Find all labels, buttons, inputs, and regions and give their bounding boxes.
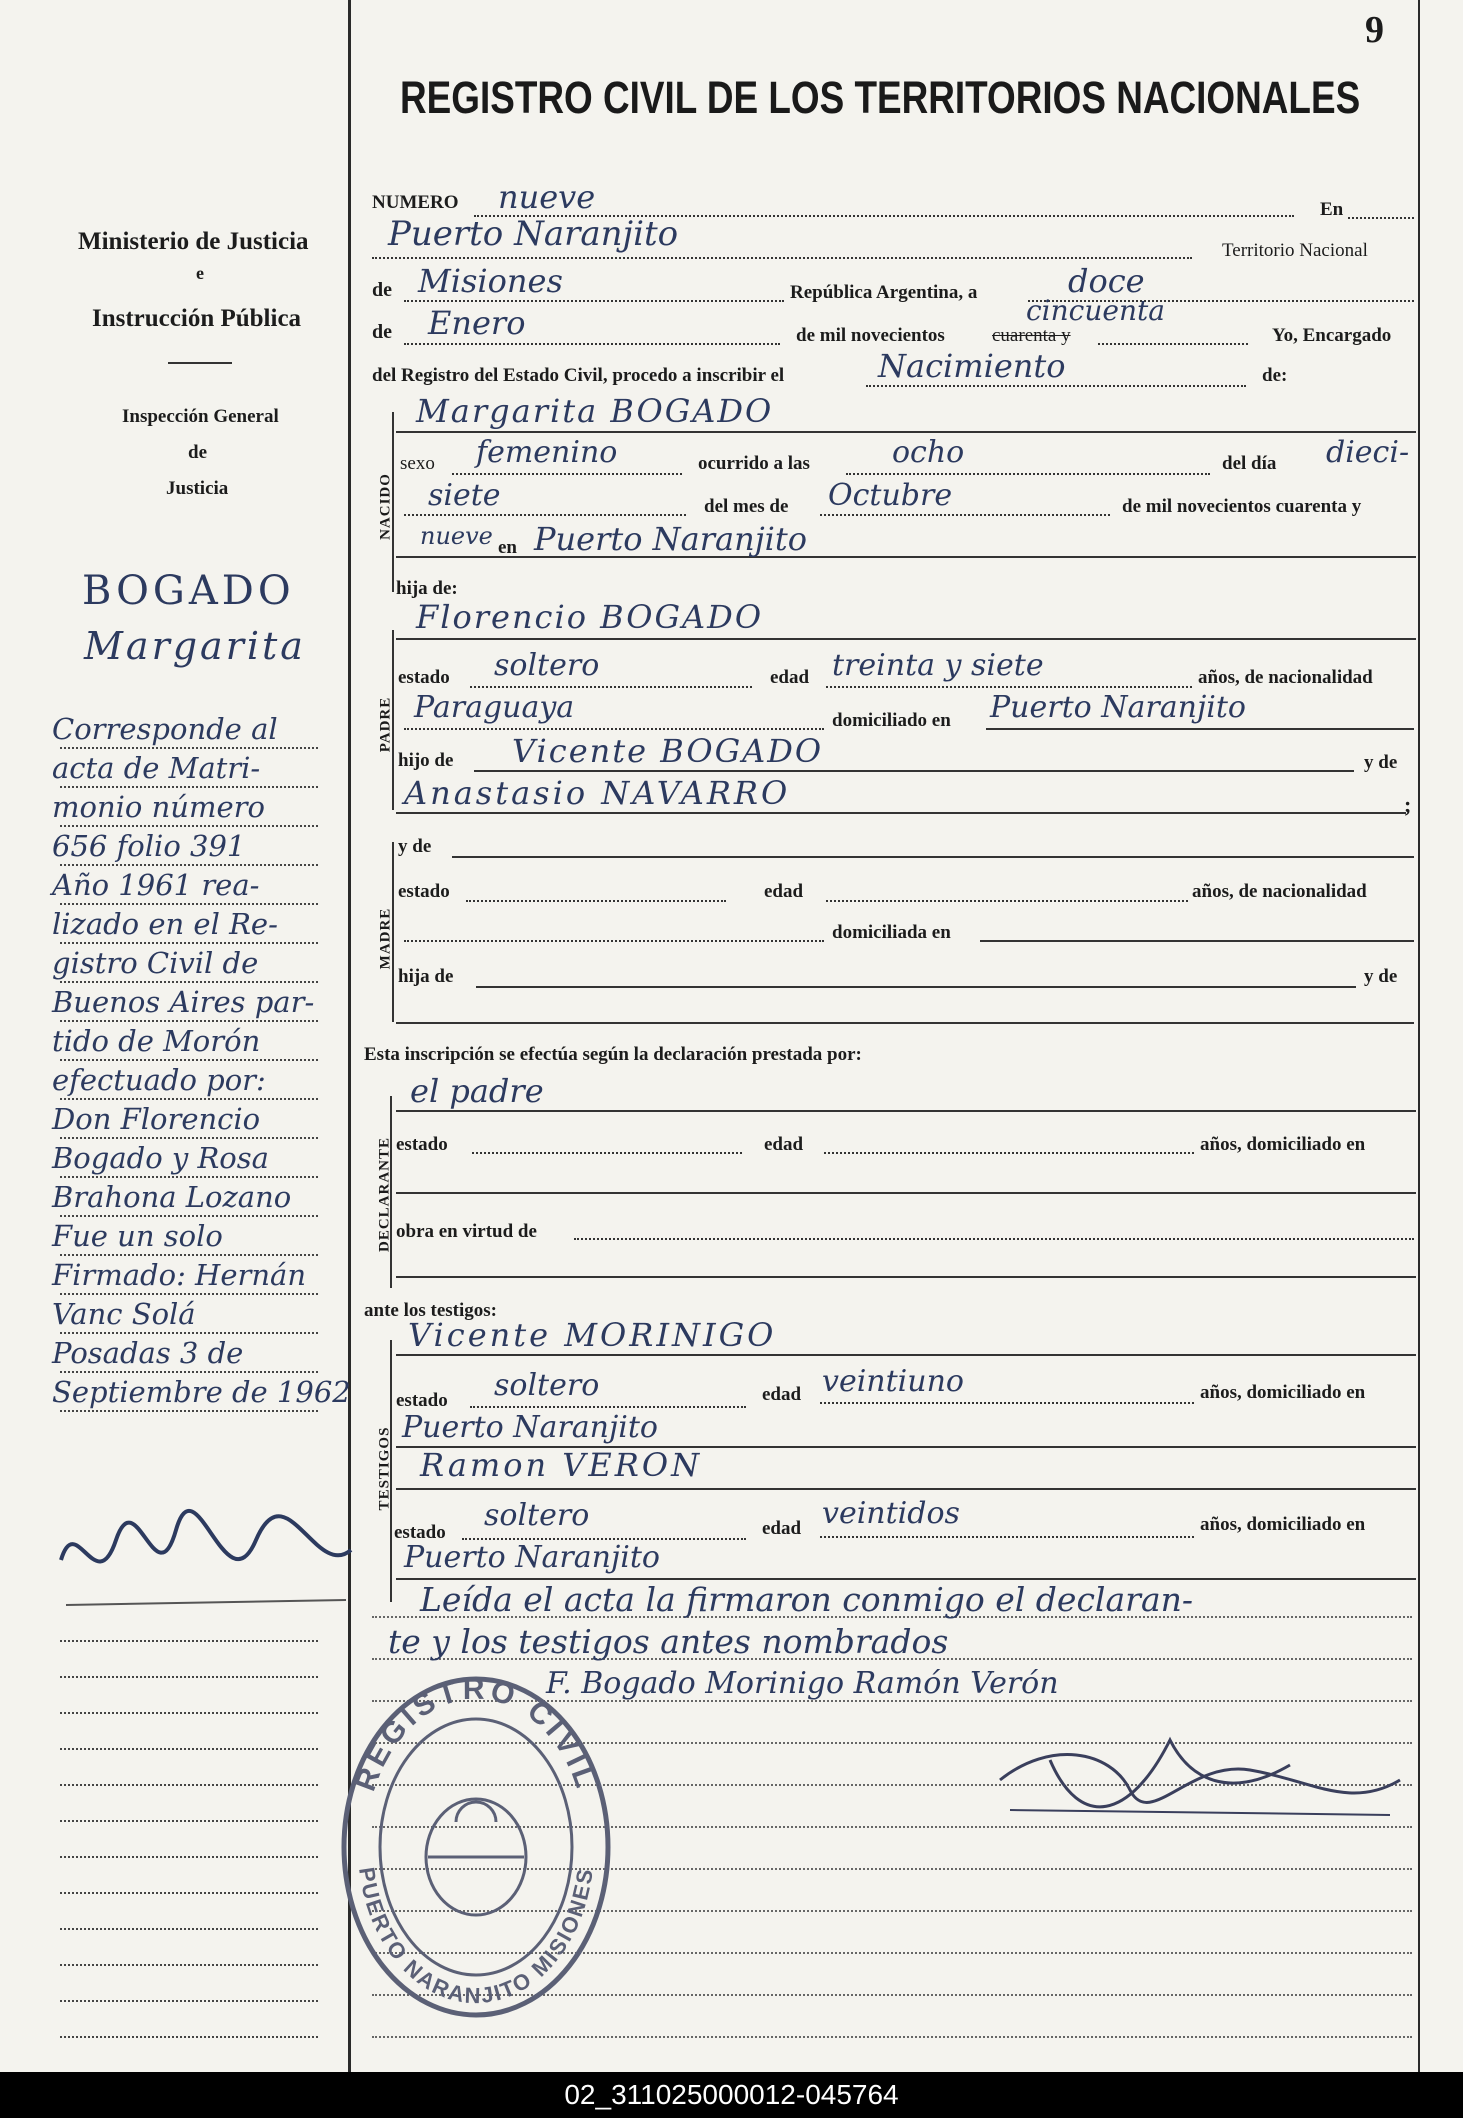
- margin-blank-rule: [60, 1712, 318, 1714]
- madre-padre-line: [476, 986, 1356, 988]
- padre-anos-label: años, de nacionalidad: [1198, 667, 1373, 688]
- margin-surname: BOGADO: [82, 568, 295, 614]
- testigo2-estado-value: soltero: [484, 1498, 590, 1533]
- testigo1-estado-line: [470, 1406, 746, 1408]
- margin-note-line: Posadas 3 de: [52, 1336, 244, 1370]
- padre-side-label: PADRE: [377, 696, 394, 753]
- margin-note-rule: [60, 1098, 318, 1100]
- image-id-footer: 02_311025000012-045764: [0, 2072, 1463, 2118]
- margin-blank-rule: [60, 1640, 318, 1642]
- margin-note-line: Don Florencio: [52, 1102, 261, 1136]
- en-line: [1348, 217, 1414, 219]
- madre-anos-label: años, de nacionalidad: [1192, 881, 1367, 902]
- testigo1-line: [396, 1354, 1416, 1356]
- padre-nac-line: [404, 728, 824, 730]
- margin-note-rule: [60, 1410, 318, 1412]
- declarante-anos-label: años, domiciliado en: [1200, 1134, 1366, 1155]
- margin-note-rule: [60, 1254, 318, 1256]
- margin-note-rule: [60, 981, 318, 983]
- declarante-edad-label: edad: [764, 1134, 804, 1155]
- madre-edad-label: edad: [764, 881, 804, 902]
- margin-note-rule: [60, 1020, 318, 1022]
- dia-value: doce: [1068, 262, 1145, 300]
- mes-line: [404, 343, 780, 345]
- margin-note-line: Firmado: Hernán: [52, 1258, 307, 1292]
- testigos-side-label: TESTIGOS: [376, 1426, 393, 1511]
- closing-line-2: te y los testigos antes nombrados: [388, 1622, 949, 1661]
- en-label: En: [1320, 199, 1344, 220]
- yo-encargado-label: Yo, Encargado: [1272, 325, 1392, 346]
- padre-estado-line: [470, 686, 752, 688]
- madre-side-label: MADRE: [377, 907, 394, 970]
- margin-note-line: acta de Matri-: [52, 751, 261, 785]
- ocurrido-label: ocurrido a las: [698, 453, 810, 474]
- ministry-line6: Justicia: [166, 478, 229, 499]
- dia-nac-2: siete: [428, 478, 501, 513]
- nacido-name: Margarita BOGADO: [416, 392, 774, 430]
- testigo1-dom-value: Puerto Naranjito: [402, 1410, 658, 1445]
- testigo1-estado-value: soltero: [494, 1368, 600, 1403]
- padre-dom-label: domiciliado en: [832, 710, 951, 731]
- obra-label: obra en virtud de: [396, 1221, 537, 1242]
- madre-y-de2-label: y de: [1364, 966, 1398, 987]
- abuela-value: Anastasio NAVARRO: [404, 774, 791, 812]
- padre-estado-value: soltero: [494, 648, 600, 683]
- margin-blank-rule: [60, 1784, 318, 1786]
- margin-note-line: 656 folio 391: [52, 829, 246, 863]
- margin-note-line: Fue un solo: [52, 1219, 223, 1253]
- madre-hija-de-label: hija de: [398, 966, 454, 987]
- hija-de-label: hija de:: [396, 578, 458, 599]
- madre-y-de-label: y de: [398, 836, 432, 857]
- declarante-line: [396, 1110, 1416, 1112]
- testigo2-line: [396, 1488, 1416, 1490]
- margin-note-rule: [60, 1215, 318, 1217]
- padre-semicolon: ;: [1404, 792, 1412, 817]
- ministry-divider: [168, 362, 232, 364]
- numero-value: nueve: [498, 178, 596, 216]
- padre-hijo-de-label: hijo de: [398, 750, 454, 771]
- anio-line: [1098, 343, 1248, 345]
- madre-dom-label: domiciliada en: [832, 922, 951, 943]
- closing-line-1: Leída el acta la firmaron conmigo el declaran-: [420, 1580, 1194, 1619]
- margin-note-line: efectuado por:: [52, 1063, 266, 1097]
- official-stamp: [336, 1672, 616, 2022]
- del-dia-label: del día: [1222, 453, 1277, 474]
- declarante-dom-line: [396, 1192, 1416, 1194]
- testigo2-anos-label: años, domiciliado en: [1200, 1514, 1366, 1535]
- testigos-label: ante los testigos:: [364, 1300, 497, 1321]
- margin-note-rule: [60, 786, 318, 788]
- stamp-bottom-text: PUERTO NARANJITO MISIONES: [354, 1865, 598, 2009]
- madre-name-line: [452, 856, 1414, 858]
- margin-note-line: Brahona Lozano: [52, 1180, 292, 1214]
- declarante-estado-label: estado: [396, 1134, 448, 1155]
- de-colon-label: de:: [1262, 365, 1288, 386]
- margin-blank-rule: [60, 1820, 318, 1822]
- testigo2-edad-label: edad: [762, 1518, 802, 1539]
- right-frame-line: [1418, 0, 1420, 2072]
- margin-note-line: Bogado y Rosa: [52, 1141, 269, 1175]
- margin-note-line: gistro Civil de: [52, 946, 259, 980]
- madre-estado-label: estado: [398, 881, 450, 902]
- margin-note-line: lizado en el Re-: [52, 907, 278, 941]
- nacido-name-line: [396, 431, 1416, 433]
- numero-label: NUMERO: [372, 192, 459, 213]
- territorio-line: [404, 300, 784, 302]
- testigo2-name: Ramon VERON: [420, 1446, 703, 1484]
- padre-edad-label: edad: [770, 667, 810, 688]
- testigo1-anos-label: años, domiciliado en: [1200, 1382, 1366, 1403]
- margin-blank-rule: [60, 1964, 318, 1966]
- testigo2-edad-line: [820, 1536, 1194, 1538]
- de-mil-cuarenta-label: de mil novecientos cuarenta y: [1122, 496, 1362, 517]
- testigo2-dom-value: Puerto Naranjito: [404, 1540, 660, 1575]
- territorio-value: Misiones: [418, 262, 563, 300]
- del-registro-label: del Registro del Estado Civil, procedo a inscribir el: [372, 365, 785, 386]
- sexo-label: sexo: [400, 453, 435, 474]
- margin-note-line: Buenos Aires par-: [52, 985, 315, 1019]
- margin-note-line: monio número: [52, 790, 265, 824]
- declarante-side-label: DECLARANTE: [376, 1137, 393, 1253]
- margin-note-rule: [60, 747, 318, 749]
- margin-note-rule: [60, 1332, 318, 1334]
- testigo1-name: Vicente MORINIGO: [408, 1316, 777, 1354]
- margin-note-rule: [60, 1293, 318, 1295]
- margin-note-rule: [60, 1371, 318, 1373]
- ministry-line3: Instrucción Pública: [92, 305, 302, 332]
- declarante-edad-line: [824, 1152, 1194, 1154]
- margin-note-rule: [60, 903, 318, 905]
- lugar-nac-value: Puerto Naranjito: [534, 520, 808, 558]
- testigo2-edad-value: veintidos: [822, 1496, 960, 1531]
- mes-value: Enero: [428, 304, 526, 342]
- inscripcion-label: Esta inscripción se efectúa según la declaración prestada por:: [364, 1044, 862, 1065]
- margin-note-line: tido de Morón: [52, 1024, 261, 1058]
- madre-madre-line: [396, 1022, 1414, 1024]
- territorio-label: Territorio Nacional: [1222, 240, 1368, 261]
- republica-label: República Argentina, a: [790, 282, 978, 303]
- ministry-line1: Ministerio de Justicia: [78, 228, 309, 255]
- svg-text:REGISTRO CIVIL: [349, 1673, 603, 1795]
- hora-value: ocho: [892, 435, 965, 470]
- padre-name: Florencio BOGADO: [416, 598, 764, 636]
- margin-blank-rule: [60, 1892, 318, 1894]
- ministry-line2: e: [196, 263, 204, 283]
- ministry-line4: Inspección General: [122, 406, 279, 427]
- padre-dom-value: Puerto Naranjito: [990, 690, 1246, 725]
- nacido-side-label: NACIDO: [377, 473, 394, 540]
- padre-estado-label: estado: [398, 667, 450, 688]
- lugar-value: Puerto Naranjito: [388, 214, 679, 254]
- obra-line-2: [396, 1276, 1416, 1278]
- de-mil-label: de mil novecientos: [796, 325, 945, 346]
- madre-edad-line: [826, 900, 1188, 902]
- stamp-top-text: REGISTRO CIVIL: [348, 1672, 604, 1796]
- margin-note-rule: [60, 1137, 318, 1139]
- abuelo-value: Vicente BOGADO: [512, 732, 824, 770]
- margin-blank-rule: [60, 1856, 318, 1858]
- mes-nac-value: Octubre: [828, 478, 953, 513]
- margin-note-line: Septiembre de 1962: [52, 1375, 351, 1409]
- margin-blank-rule: [60, 2036, 318, 2038]
- margin-blank-rule: [60, 1748, 318, 1750]
- de-label-2: de: [372, 321, 392, 343]
- declarante-value: el padre: [410, 1072, 544, 1110]
- page-number: 9: [1365, 9, 1384, 51]
- padre-name-line: [396, 638, 1416, 640]
- closing-rule: [372, 2036, 1412, 2038]
- padre-edad-value: treinta y siete: [832, 648, 1044, 683]
- svg-text:PUERTO NARANJITO MISIONES: [354, 1866, 598, 2009]
- testigo1-estado-label: estado: [396, 1390, 448, 1411]
- madre-nac-line: [404, 940, 824, 942]
- padre-edad-line: [826, 686, 1192, 688]
- ministry-line5: de: [188, 442, 207, 463]
- padre-nac-value: Paraguaya: [414, 690, 575, 725]
- testigo2-estado-label: estado: [394, 1522, 446, 1543]
- margin-note-line: Año 1961 rea-: [52, 868, 260, 902]
- lugar-line: [372, 257, 1192, 259]
- testigo1-edad-label: edad: [762, 1384, 802, 1405]
- en-nac-label: en: [498, 537, 517, 558]
- mes-nac-line: [820, 514, 1110, 516]
- testigo1-edad-line: [820, 1402, 1194, 1404]
- margin-note-rule: [60, 1176, 318, 1178]
- anio-value: cincuenta: [1026, 294, 1165, 327]
- sexo-value: femenino: [476, 435, 618, 470]
- abuela-line: [396, 812, 1406, 814]
- madre-dom-line: [980, 940, 1414, 942]
- padre-dom-line: [986, 728, 1414, 730]
- sexo-line: [452, 473, 682, 475]
- acto-value: Nacimiento: [878, 347, 1066, 385]
- hora-line: [846, 473, 1210, 475]
- dia-nac-1: dieci-: [1326, 435, 1410, 470]
- testigo1-edad-value: veintiuno: [822, 1364, 964, 1399]
- madre-estado-line: [466, 900, 726, 902]
- margin-blank-rule: [60, 1676, 318, 1678]
- acto-line: [866, 385, 1246, 387]
- dia-nac-line: [404, 514, 686, 516]
- margin-note-line: Corresponde al: [52, 712, 278, 746]
- margin-blank-rule: [60, 2000, 318, 2002]
- registrar-signature: [990, 1720, 1410, 1830]
- de-label-1: de: [372, 279, 392, 301]
- margin-note-rule: [60, 825, 318, 827]
- declarante-estado-line: [472, 1152, 742, 1154]
- padre-y-de-label: y de: [1364, 752, 1398, 773]
- cuarenta-label: cuarenta y: [992, 325, 1071, 346]
- obra-line: [574, 1238, 1414, 1240]
- anio-nac-value: nueve: [420, 522, 493, 550]
- margin-note-line: Vanc Solá: [52, 1297, 196, 1331]
- margin-note-rule: [60, 1059, 318, 1061]
- document-title: REGISTRO CIVIL DE LOS TERRITORIOS NACIONALES: [400, 72, 1361, 123]
- margin-signature: [56, 1500, 356, 1620]
- abuelo-line: [474, 770, 1354, 772]
- margin-given-name: Margarita: [84, 624, 306, 668]
- margin-note-rule: [60, 942, 318, 944]
- margin-note-rule: [60, 864, 318, 866]
- del-mes-label: del mes de: [704, 496, 789, 517]
- signatures-line: F. Bogado Morinigo Ramón Verón: [546, 1666, 1059, 1701]
- margin-blank-rule: [60, 1928, 318, 1930]
